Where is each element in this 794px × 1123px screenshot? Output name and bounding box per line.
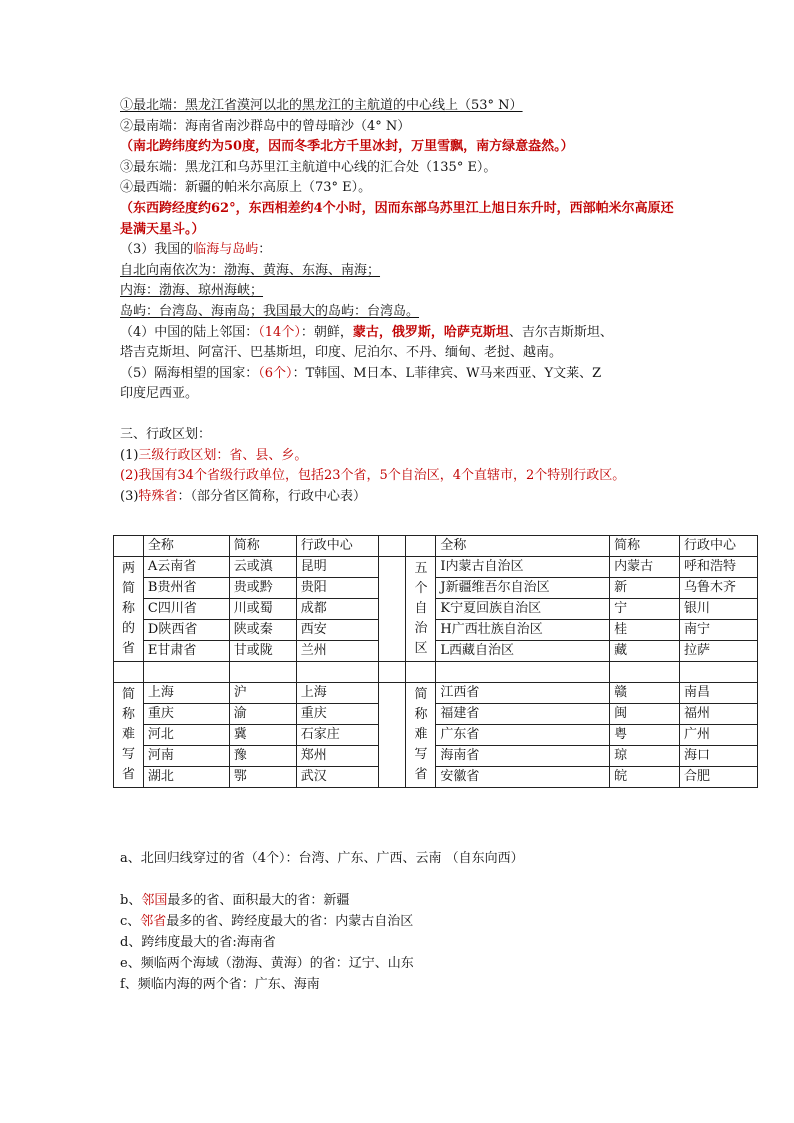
table-cell: 内蒙古 bbox=[610, 557, 680, 578]
header-empty bbox=[406, 536, 436, 557]
section-title: 三、行政区划： bbox=[120, 426, 212, 442]
extreme-west: ④最西端：新疆的帕米尔高原上（73° E）。 bbox=[120, 180, 372, 196]
table-cell: K宁夏回族自治区 bbox=[436, 599, 610, 620]
province-table bbox=[113, 535, 758, 788]
header-cell: 简称 bbox=[229, 536, 296, 557]
land-neighbors bbox=[120, 323, 760, 344]
notes-section bbox=[120, 848, 760, 995]
note-a: a、北回归线穿过的省（4个）：台湾、广东、广西、云南 （自东向西） bbox=[120, 851, 524, 866]
admin-item-1-highlight: 三级行政区划：省、县、乡。 bbox=[138, 447, 308, 463]
group-label-char: 五 bbox=[414, 561, 428, 576]
table-row bbox=[114, 599, 758, 620]
table-row bbox=[114, 620, 758, 641]
seas-order: 自北向南依次为：渤海、黄海、东海、南海； bbox=[120, 262, 381, 278]
table-cell: 藏 bbox=[610, 641, 680, 662]
header-cell: 全称 bbox=[436, 536, 610, 557]
blank-cell bbox=[378, 662, 406, 683]
header-empty bbox=[378, 536, 406, 557]
group-label-two-names bbox=[114, 557, 144, 662]
table-cell: 武汉 bbox=[296, 767, 378, 788]
sea-neighbors-count: （6个） bbox=[258, 365, 293, 381]
table-cell: 江西省 bbox=[436, 683, 610, 704]
table-cell: 南昌 bbox=[680, 683, 758, 704]
table-cell: 河南 bbox=[143, 746, 229, 767]
sea-neighbors-list: ：T韩国、M日本、L菲律宾、W马来西亚、Y文莱、Z bbox=[292, 365, 602, 381]
table-header-row bbox=[114, 536, 758, 557]
table-cell: E甘肃省 bbox=[143, 641, 229, 662]
blank-cell bbox=[296, 662, 378, 683]
table-cell: 广东省 bbox=[436, 725, 610, 746]
table-cell: 河北 bbox=[143, 725, 229, 746]
table-cell: 鄂 bbox=[229, 767, 296, 788]
admin-item-3-highlight: 特殊省 bbox=[138, 488, 178, 504]
table-cell: 西安 bbox=[296, 620, 378, 641]
table-cell: 重庆 bbox=[143, 704, 229, 725]
table-cell: C四川省 bbox=[143, 599, 229, 620]
table-cell: 昆明 bbox=[296, 557, 378, 578]
land-neighbors-count: （14个） bbox=[258, 324, 301, 340]
extreme-east: ③最东端：黑龙江和乌苏里江主航道中心线的汇合处（135° E）。 bbox=[120, 159, 497, 175]
group-label-hard-left bbox=[114, 683, 144, 788]
latitude-note: （南北跨纬度约为50度，因而冬季北方千里冰封，万里雪飘，南方绿意盎然。） bbox=[120, 139, 574, 155]
table-cell: 郑州 bbox=[296, 746, 378, 767]
group-label-hard-right bbox=[406, 683, 436, 788]
group-label-char: 简 bbox=[121, 687, 135, 702]
seas-heading-highlight: 临海与岛屿 bbox=[193, 242, 259, 258]
table-cell: 拉萨 bbox=[680, 641, 758, 662]
seas-heading bbox=[120, 240, 760, 261]
table-cell: 重庆 bbox=[296, 704, 378, 725]
table-cell: 上海 bbox=[143, 683, 229, 704]
blank-cell bbox=[406, 662, 436, 683]
blank-cell bbox=[229, 662, 296, 683]
table-cell: 银川 bbox=[680, 599, 758, 620]
group-label-char: 写 bbox=[121, 747, 135, 762]
table-cell: 豫 bbox=[229, 746, 296, 767]
table-cell: 贵或黔 bbox=[229, 578, 296, 599]
table-cell: 新 bbox=[610, 578, 680, 599]
spacer-cell bbox=[378, 683, 406, 788]
table-cell: 福州 bbox=[680, 704, 758, 725]
note-d: d、跨纬度最大的省:海南省 bbox=[120, 935, 276, 950]
sea-neighbors bbox=[120, 364, 760, 385]
group-label-char: 难 bbox=[121, 727, 135, 742]
table-row bbox=[114, 725, 758, 746]
table-cell: 石家庄 bbox=[296, 725, 378, 746]
group-label-char: 治 bbox=[414, 621, 428, 636]
land-neighbors-highlight: 蒙古，俄罗斯，哈萨克斯坦 bbox=[352, 324, 509, 340]
note-c-prefix: c、 bbox=[120, 914, 141, 929]
seas-heading-suffix: ： bbox=[258, 242, 272, 258]
longitude-note: （东西跨经度约62°，东西相差约4个小时，因而东部乌苏里江上旭日东升时，西部帕米尔高原还是满天星斗。） bbox=[120, 200, 674, 237]
admin-item-2: (2)我国有34个省级行政单位，包括23个省，5个自治区，4个直辖市，2个特别行政区。 bbox=[120, 468, 626, 484]
table-cell: 合肥 bbox=[680, 767, 758, 788]
table-cell: 成都 bbox=[296, 599, 378, 620]
table-blank-row bbox=[114, 662, 758, 683]
group-label-char: 省 bbox=[121, 767, 135, 782]
land-neighbors-rest: 、吉尔吉斯斯坦、 bbox=[508, 324, 613, 340]
seas-heading-prefix: （3）我国的 bbox=[120, 242, 194, 258]
group-label-char: 两 bbox=[121, 561, 135, 576]
admin-item-3-suffix: ：（部分省区简称，行政中心表） bbox=[177, 488, 366, 504]
admin-item-3 bbox=[120, 487, 760, 508]
group-label-char: 区 bbox=[414, 641, 428, 656]
table-cell: 赣 bbox=[610, 683, 680, 704]
islands: 岛屿：台湾岛、海南岛；我国最大的岛屿：台湾岛。 bbox=[120, 303, 420, 319]
table-cell: 粤 bbox=[610, 725, 680, 746]
table-row bbox=[114, 683, 758, 704]
blank-cell bbox=[436, 662, 610, 683]
table-cell: 宁 bbox=[610, 599, 680, 620]
blank-cell bbox=[114, 662, 144, 683]
group-label-char: 简 bbox=[121, 581, 135, 596]
table-cell: 桂 bbox=[610, 620, 680, 641]
table-cell: A云南省 bbox=[143, 557, 229, 578]
table-row bbox=[114, 746, 758, 767]
table-row bbox=[114, 704, 758, 725]
group-label-autonomous bbox=[406, 557, 436, 662]
admin-item-1 bbox=[120, 446, 760, 467]
land-neighbors-cont: 塔吉克斯坦、阿富汗、巴基斯坦，印度、尼泊尔、不丹、缅甸、老挝、越南。 bbox=[120, 345, 563, 361]
table-row bbox=[114, 767, 758, 788]
table-cell: 琼 bbox=[610, 746, 680, 767]
land-neighbors-prefix: （4）中国的陆上邻国： bbox=[120, 324, 259, 340]
table-cell: 皖 bbox=[610, 767, 680, 788]
table-cell: 呼和浩特 bbox=[680, 557, 758, 578]
table-cell: 乌鲁木齐 bbox=[680, 578, 758, 599]
table-cell: 兰州 bbox=[296, 641, 378, 662]
admin-item-3-prefix: (3) bbox=[120, 488, 139, 504]
inner-seas: 内海：渤海、琼州海峡； bbox=[120, 283, 264, 299]
note-e: e、频临两个海域（渤海、黄海）的省：辽宁、山东 bbox=[120, 956, 414, 971]
spacer-cell bbox=[378, 557, 406, 662]
group-label-char: 称 bbox=[414, 707, 428, 722]
table-row bbox=[114, 641, 758, 662]
group-label-char: 难 bbox=[414, 727, 428, 742]
sea-neighbors-prefix: （5）隔海相望的国家： bbox=[120, 365, 259, 381]
table-cell: 甘或陇 bbox=[229, 641, 296, 662]
group-label-char: 的 bbox=[121, 621, 135, 636]
group-label-char: 写 bbox=[414, 747, 428, 762]
table-cell: 陕或秦 bbox=[229, 620, 296, 641]
table-cell: 福建省 bbox=[436, 704, 610, 725]
table-cell: L西藏自治区 bbox=[436, 641, 610, 662]
header-cell: 全称 bbox=[143, 536, 229, 557]
header-cell: 行政中心 bbox=[680, 536, 758, 557]
table-cell: 川或蜀 bbox=[229, 599, 296, 620]
table-cell: 贵阳 bbox=[296, 578, 378, 599]
header-cell: 简称 bbox=[610, 536, 680, 557]
document-body bbox=[120, 96, 760, 507]
table-row bbox=[114, 557, 758, 578]
blank-cell bbox=[610, 662, 680, 683]
table-cell: J新疆维吾尔自治区 bbox=[436, 578, 610, 599]
sea-neighbors-cont: 印度尼西亚。 bbox=[120, 386, 199, 402]
table-cell: 冀 bbox=[229, 725, 296, 746]
note-b-prefix: b、 bbox=[120, 893, 142, 908]
table-cell: 安徽省 bbox=[436, 767, 610, 788]
note-f: f、频临内海的两个省：广东、海南 bbox=[120, 977, 320, 992]
note-b-text: 最多的省、面积最大的省：新疆 bbox=[167, 893, 350, 908]
table-cell: 海口 bbox=[680, 746, 758, 767]
blank-cell bbox=[143, 662, 229, 683]
note-b bbox=[120, 890, 760, 911]
table-cell: 上海 bbox=[296, 683, 378, 704]
note-c bbox=[120, 911, 760, 932]
blank-cell bbox=[680, 662, 758, 683]
group-label-char: 省 bbox=[414, 767, 428, 782]
note-c-text: 最多的省、跨经度最大的省：内蒙古自治区 bbox=[166, 914, 414, 929]
table-cell: 云或滇 bbox=[229, 557, 296, 578]
note-c-highlight: 邻省 bbox=[140, 914, 167, 929]
group-label-char: 省 bbox=[121, 641, 135, 656]
table-cell: 渝 bbox=[229, 704, 296, 725]
group-label-char: 自 bbox=[414, 601, 428, 616]
table-cell: H广西壮族自治区 bbox=[436, 620, 610, 641]
table-cell: D陕西省 bbox=[143, 620, 229, 641]
table-row bbox=[114, 578, 758, 599]
table-cell: B贵州省 bbox=[143, 578, 229, 599]
land-neighbors-first: ：朝鲜， bbox=[300, 324, 353, 340]
table-cell: 沪 bbox=[229, 683, 296, 704]
table-cell: 湖北 bbox=[143, 767, 229, 788]
header-empty bbox=[114, 536, 144, 557]
table-cell: I内蒙古自治区 bbox=[436, 557, 610, 578]
admin-item-1-prefix: (1) bbox=[120, 447, 139, 463]
table-cell: 南宁 bbox=[680, 620, 758, 641]
extreme-north: ①最北端：黑龙江省漠河以北的黑龙江的主航道的中心线上（53° N） bbox=[120, 98, 523, 113]
note-b-highlight: 邻国 bbox=[141, 893, 168, 908]
table-cell: 海南省 bbox=[436, 746, 610, 767]
group-label-char: 个 bbox=[414, 581, 428, 596]
table-cell: 广州 bbox=[680, 725, 758, 746]
group-label-char: 简 bbox=[414, 687, 428, 702]
extreme-south: ②最南端：海南省南沙群岛中的曾母暗沙（4° N） bbox=[120, 118, 411, 134]
group-label-char: 称 bbox=[121, 601, 135, 616]
header-cell: 行政中心 bbox=[296, 536, 378, 557]
group-label-char: 称 bbox=[121, 707, 135, 722]
table-cell: 闽 bbox=[610, 704, 680, 725]
